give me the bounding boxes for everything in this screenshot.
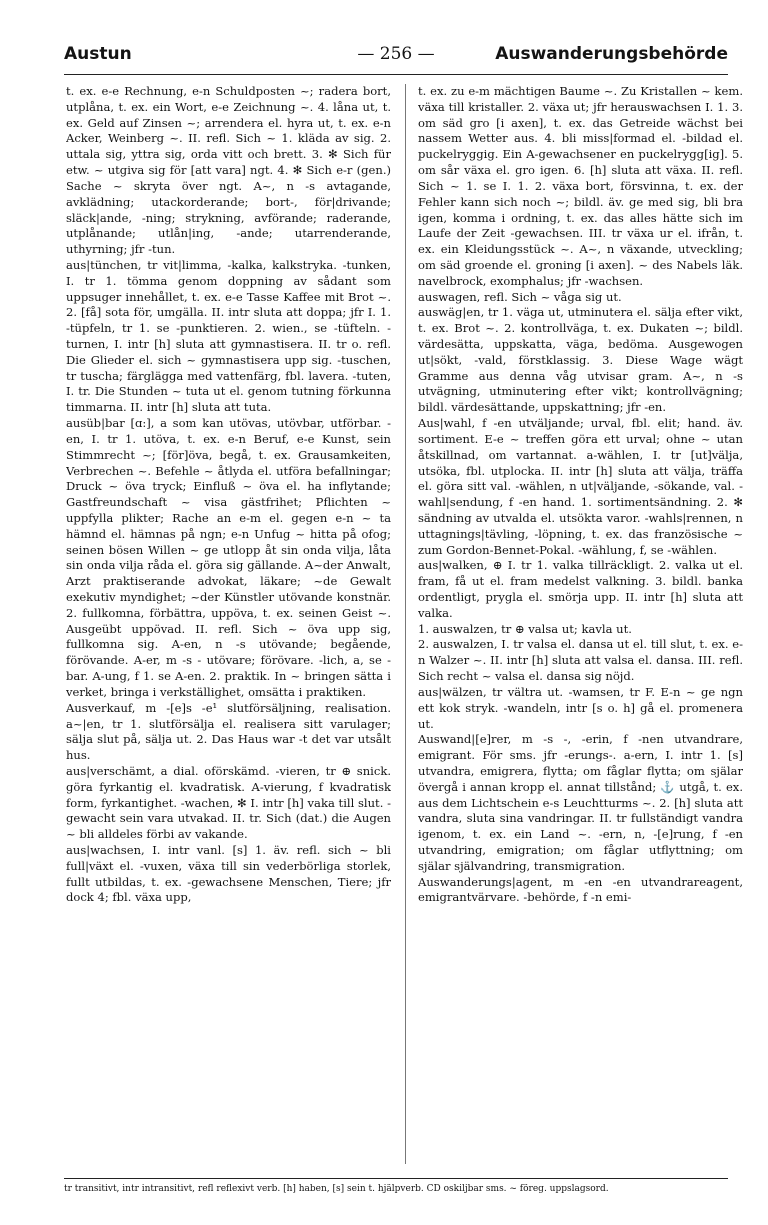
dictionary-entry: t. ex. zu e-m mächtigen Baume ~. Zu Kristallen ~ kem. växa till kristaller. 2. växa ut; jfr herauswachsen I. 1. 3. om säd gro [i axen], t. ex. das Getreide wächst bei nassem Wetter aus. 4. bli miss|formad el. -bildad el. puckelryggig. Ein A-gewachsener en puckelrygg[ig]. 5. om sår växa el. gro igen. 6. [h] sluta att växa. II. refl. Sich ~ 1. se I. 1. 2. växa bort, försvinna, t. ex. der Fehler kann sich noch ~; bildl. äv. ge med sig, bli bra igen, komma i ordning, t. ex. das alles hätte sich im Laufe der Zeit -gewachsen. III. tr växa ur el. ifrån, t. ex. ein Kleidungsstück ~. A~, n växande, utveckling; om säd groende el. groning [i axen]. ~ des Nabels läk. navelbrock, exomphalus; jfr -wachsen. [418,84,743,288]
header-left-headword: Austun [64,44,132,64]
dictionary-entry: Auswanderungs|agent, m -en -en utvandrareagent, emigrantvärvare. -behörde, f -n emi- [418,874,743,905]
dictionary-entry: auswagen, refl. Sich ~ våga sig ut. [418,289,622,304]
dictionary-entry: aus|walken, ⊕ I. tr 1. valka tillräckligt. 2. valka ut el. fram, få ut el. fram medelst valkning. 3. bildl. banka ordentligt, prygla el. smörja upp. II. intr [h] sluta att valka. [418,558,743,620]
abbreviation-footer: tr transitivt, intr intransitivt, refl reflexivt verb. [h] haben, [s] sein t. hjälpverb. CD oskiljbar sms. ~ föreg. uppslagsord. [64,1184,609,1194]
dictionary-entry: aus|tünchen, tr vit|limma, -kalka, kalkstryka. -tunken, I. tr 1. tömma genom doppning av sådant som uppsuger innehållet, t. ex. e-e Tasse Kaffee mit Brot ~. 2. [få] sota för, umgälla. II. intr sluta att doppa; jfr I. 1. -tüpfeln, tr 1. se -punktieren. 2. wien., se -tüfteln. -turnen, I. intr [h] sluta att gymnastisera. II. tr o. refl. Die Glieder el. sich ~ gymnastisera upp sig. -tuschen, tr tuscha; färglägga med vattenfärg, fbl. lavera. -tuten, I. tr. Die Stunden ~ tuta ut el. genom tutning förkunna timmarna. II. intr [h] sluta att tuta. [66,257,391,415]
page-header [64,44,728,70]
dictionary-entry: auswäg|en, tr 1. väga ut, utminutera el. sälja efter vikt, t. ex. Brot ~. 2. kontrollväga, t. ex. Dukaten ~; bildl. värdesätta, uppskatta, väga, bedöma. Ausgewogen ut|sökt, -vald, förstklassig. 3. Diese Wage wägt Gramme aus denna våg utvisar gram. A~, n -s utvägning, utminutering efter vikt; kontrollvägning; bildl. värdesättande, uppskattning; jfr -en. [418,305,743,415]
page-number: — 256 — [357,44,435,64]
dictionary-entry: 1. auswalzen, tr ⊕ valsa ut; kavla ut. [418,621,632,636]
dictionary-entry: aus|verschämt, a dial. oförskämd. -vieren, tr ⊕ snick. göra fyrkantig el. kvadratisk. A-vierung, f kvadratisk form, fyrkantighet. -wachen, ✻ I. intr [h] vaka till slut. -gewacht sein vara utvakad. II. tr. Sich (dat.) die Augen ~ bli alldeles förbi av vakande. [66,763,391,842]
dictionary-entry: ausüb|bar [ɑ:], a som kan utövas, utövbar, utförbar. -en, I. tr 1. utöva, t. ex. e-n Beruf, e-e Kunst, sein Stimmrecht ~; [för]öva, begå, t. ex. Grausamkeiten, Verbrechen ~. Befehle ~ åtlyda el. utföra befallningar; Druck ~ öva tryck; Einfluß ~ öva el. ha inflytande; Gastfreundschaft ~ visa gästfrihet; Pflichten ~ uppfylla plikter; Rache an e-m el. gegen e-n ~ ta hämnd el. hämnas på ngn; e-n Unfug ~ hitta på ofog; seinen bösen Willen ~ ge utlopp åt sin onda vilja, låta sin onda vilja råda el. göra sig gällande. A~der Anwalt, Arzt praktiserande advokat, läkare; ~de Gewalt exekutiv myndighet; ~der Künstler utövande konstnär. 2. fullkomna, förbättra, uppöva, t. ex. seinen Geist ~. Ausgeübt uppövad. II. refl. Sich ~ öva upp sig, fullkomna sig. A-en, n -s utövande; begående, förövande. A-er, m -s - utövare; förövare. -lich, a, se -bar. A-ung, f 1. se A-en. 2. praktik. In ~ bringen sätta i verket, bringa i verkställighet, omsätta i praktiken. [66,416,391,699]
column-divider [405,84,406,1164]
header-rule [64,74,728,75]
footer-rule [64,1178,728,1179]
left-column [66,84,391,1174]
dictionary-entry: Ausverkauf, m -[e]s -e¹ slutförsäljning, realisation. a~|en, tr 1. slutförsälja el. realisera sitt varulager; sälja slut på, sälja ut. 2. Das Haus war -t det var utsålt hus. [66,700,391,763]
dictionary-entry: 2. auswalzen, I. tr valsa el. dansa ut el. till slut, t. ex. e-n Walzer ~. II. intr [h] sluta att valsa el. dansa. III. refl. Sich recht ~ valsa el. dansa sig nöjd. [418,637,743,684]
dictionary-entry: Aus|wahl, f -en utväljande; urval, fbl. elit; hand. äv. sortiment. E-e ~ treffen göra ett urval; ohne ~ utan åtskillnad, om vartannat. a-wählen, I. tr [ut]välja, utsöka, fbl. utplocka. II. intr [h] sluta att välja, träffa el. göra sitt val. -wählen, n ut|väljande, -sökande, val. -wahl|sendung, f -en hand. 1. sortimentsändning. 2. ✻ sändning av utvalda el. utsökta varor. -wahls|rennen, n uttagnings|tävling, -löpning, t. ex. das französische ~ zum Gordon-Bennet-Pokal. -wählung, f, se -wählen. [418,416,743,557]
dictionary-entry: t. ex. e-e Rechnung, e-n Schuldposten ~; radera bort, utplåna, t. ex. ein Wort, e-e Zeichnung ~. 4. låna ut, t. ex. Geld auf Zinsen ~; arrendera el. hyra ut, t. ex. e-n Acker, Weinberg ~. II. refl. Sich ~ 1. kläda av sig. 2. uttala sig, yttra sig, orda vitt och brett. 3. ✻ Sich für etw. ~ utgiva sig för [att vara] ngt. 4. ✻ Sich e-r (gen.) Sache ~ skryta över ngt. A~, n -s avtagande, avklädning; utackorderande; bort-, för|drivande; släck|ande, -ning; strykning, avförande; raderande, utplånande; utlån|ing, -ande; utarrenderande, uthyrning; jfr -tun. [66,84,391,257]
header-right-headword: Auswanderungsbehörde [495,44,728,64]
dictionary-entry: Auswand|[e]rer, m -s -, -erin, f -nen utvandrare, emigrant. För sms. jfr -erungs-. a-ern, I. intr 1. [s] utvandra, emigrera, flytta; om fåglar flytta; om själar övergå i annan kropp el. annat tillstånd; ⚓ utgå, t. ex. aus dem Lichtschein e-s Leuchtturms ~. 2. [h] sluta att vandra, sluta sina vandringar. II. tr fullständigt vandra igenom, t. ex. ein Land ~. -ern, n, -[e]rung, f -en utvandring, emigration; om fåglar utflyttning; om själar självandring, transmigration. [418,732,743,873]
dictionary-entry: aus|wälzen, tr vältra ut. -wamsen, tr F. E-n ~ ge ngn ett kok stryk. -wandeln, intr [s o. h] gå el. promenera ut. [418,684,743,731]
dictionary-entry: aus|wachsen, I. intr vanl. [s] 1. äv. refl. sich ~ bli full|växt el. -vuxen, växa till sin vederbörliga storlek, fullt utbildas, t. ex. -gewachsene Menschen, Tiere; jfr dock 4; fbl. växa upp, [66,843,391,905]
right-column [418,84,743,1174]
